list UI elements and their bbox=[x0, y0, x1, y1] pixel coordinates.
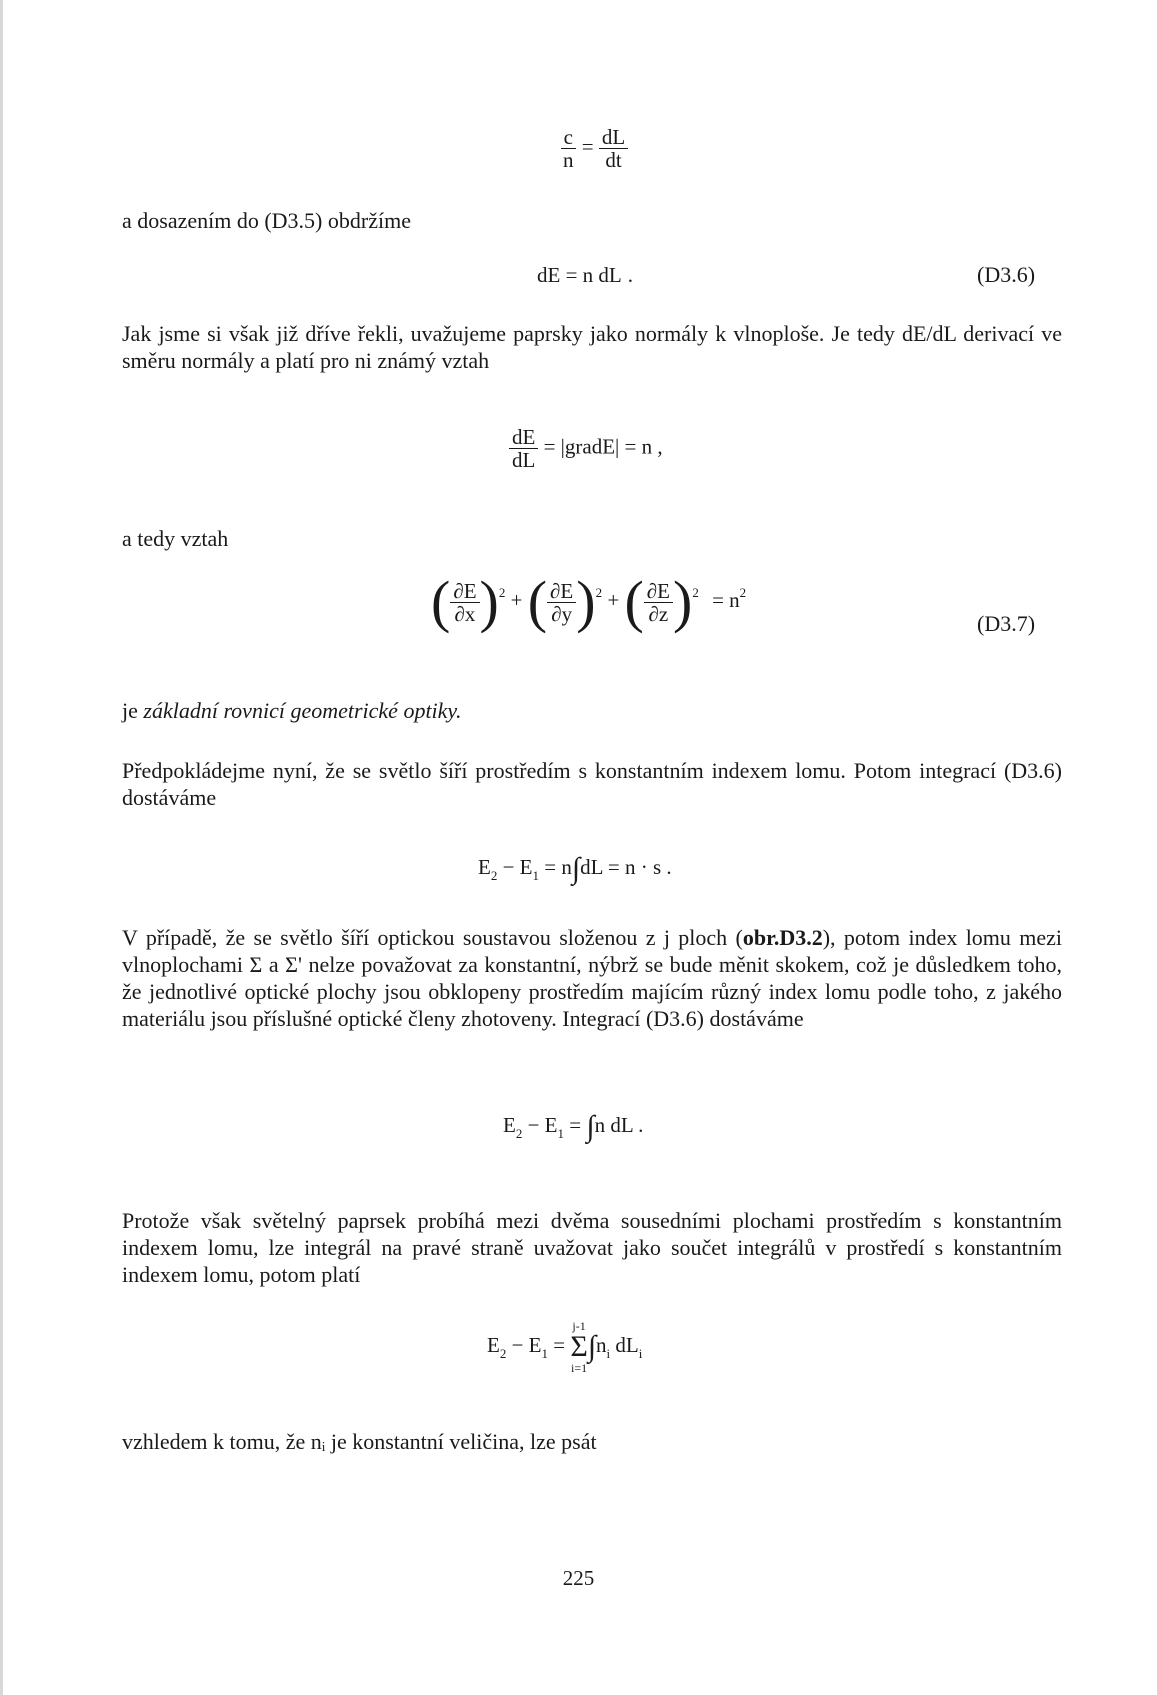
text-line: vzhledem k tomu, že nᵢ je konstantní veličina, lze psát bbox=[122, 1429, 597, 1454]
text-line: a dosazením do (D3.5) obdržíme bbox=[122, 208, 411, 233]
page-number: 225 bbox=[562, 1566, 595, 1590]
equation-c-over-n: $\frac{c}{n}$ = $\frac{dL}{dt}$ bbox=[560, 126, 628, 171]
equation-d3-6: dE = n dL . bbox=[537, 263, 633, 287]
paragraph: V případě, že se světlo šíří optickou soustavou složenou z j ploch (obr.D3.2), potom index lomu mezi vlnoplochami Σ a Σ' nelze považovat za konstantní, nýbrž se bude měnit skokem, což je důsledkem toho, že jednotlivé optické plochy jsou obklopeny prostředím majícím různý index lomu podle toho, z jakého materiálu jsou příslušné optické členy zhotoveny. Integrací (D3.6) dostáváme bbox=[122, 925, 1063, 1031]
equation-integral-variable: $E_2 - E_1 = \int n$ dL . bbox=[503, 1110, 644, 1143]
scan-edge bbox=[0, 0, 3, 1695]
text-line: a tedy vztah bbox=[122, 526, 229, 551]
equation-gradient: $\frac{dE}{dL}$ = |gradE| = n , bbox=[509, 426, 663, 471]
equation-number: (D3.7) bbox=[977, 611, 1036, 636]
paragraph: Jak jsme si však již dříve řekli, uvažujeme paprsky jako normály k vlnoploše. Je tedy dE/dL derivací ve směru normály a platí pro ni známý vztah bbox=[122, 321, 1062, 373]
paragraph: Protože však světelný paprsek probíhá mezi dvěma sousedními plochami prostředím s konstantním indexem lomu, lze integrál na pravé straně uvažovat jako součet integrálů v prostředí s konstantním indexem lomu, potom platí bbox=[122, 1208, 1062, 1287]
equation-integral-constant: $E_2 - E_1 = n\int dL = n \cdot s$ . bbox=[478, 852, 672, 885]
equation-sum-integral: $E_2 - E_1$ = j-1 Σ i=1 $\int n_i$ $dL_i$ bbox=[487, 1319, 643, 1375]
text-line: je základní rovnicí geometrické optiky. bbox=[122, 698, 462, 723]
equation-d3-7: ( $\frac{\partial E}{\partial x}$ )$^2$ + ( $\frac{\partial E}{\partial y}$ )$^2$ + ( $\frac{\partial E}{\partial z}$ )$^2 = n^2$ bbox=[431, 569, 747, 634]
equation-number: (D3.6) bbox=[977, 262, 1036, 287]
paragraph: Předpokládejme nyní, že se světlo šíří prostředím s konstantním indexem lomu. Potom integrací (D3.6) dostáváme bbox=[122, 758, 1062, 810]
